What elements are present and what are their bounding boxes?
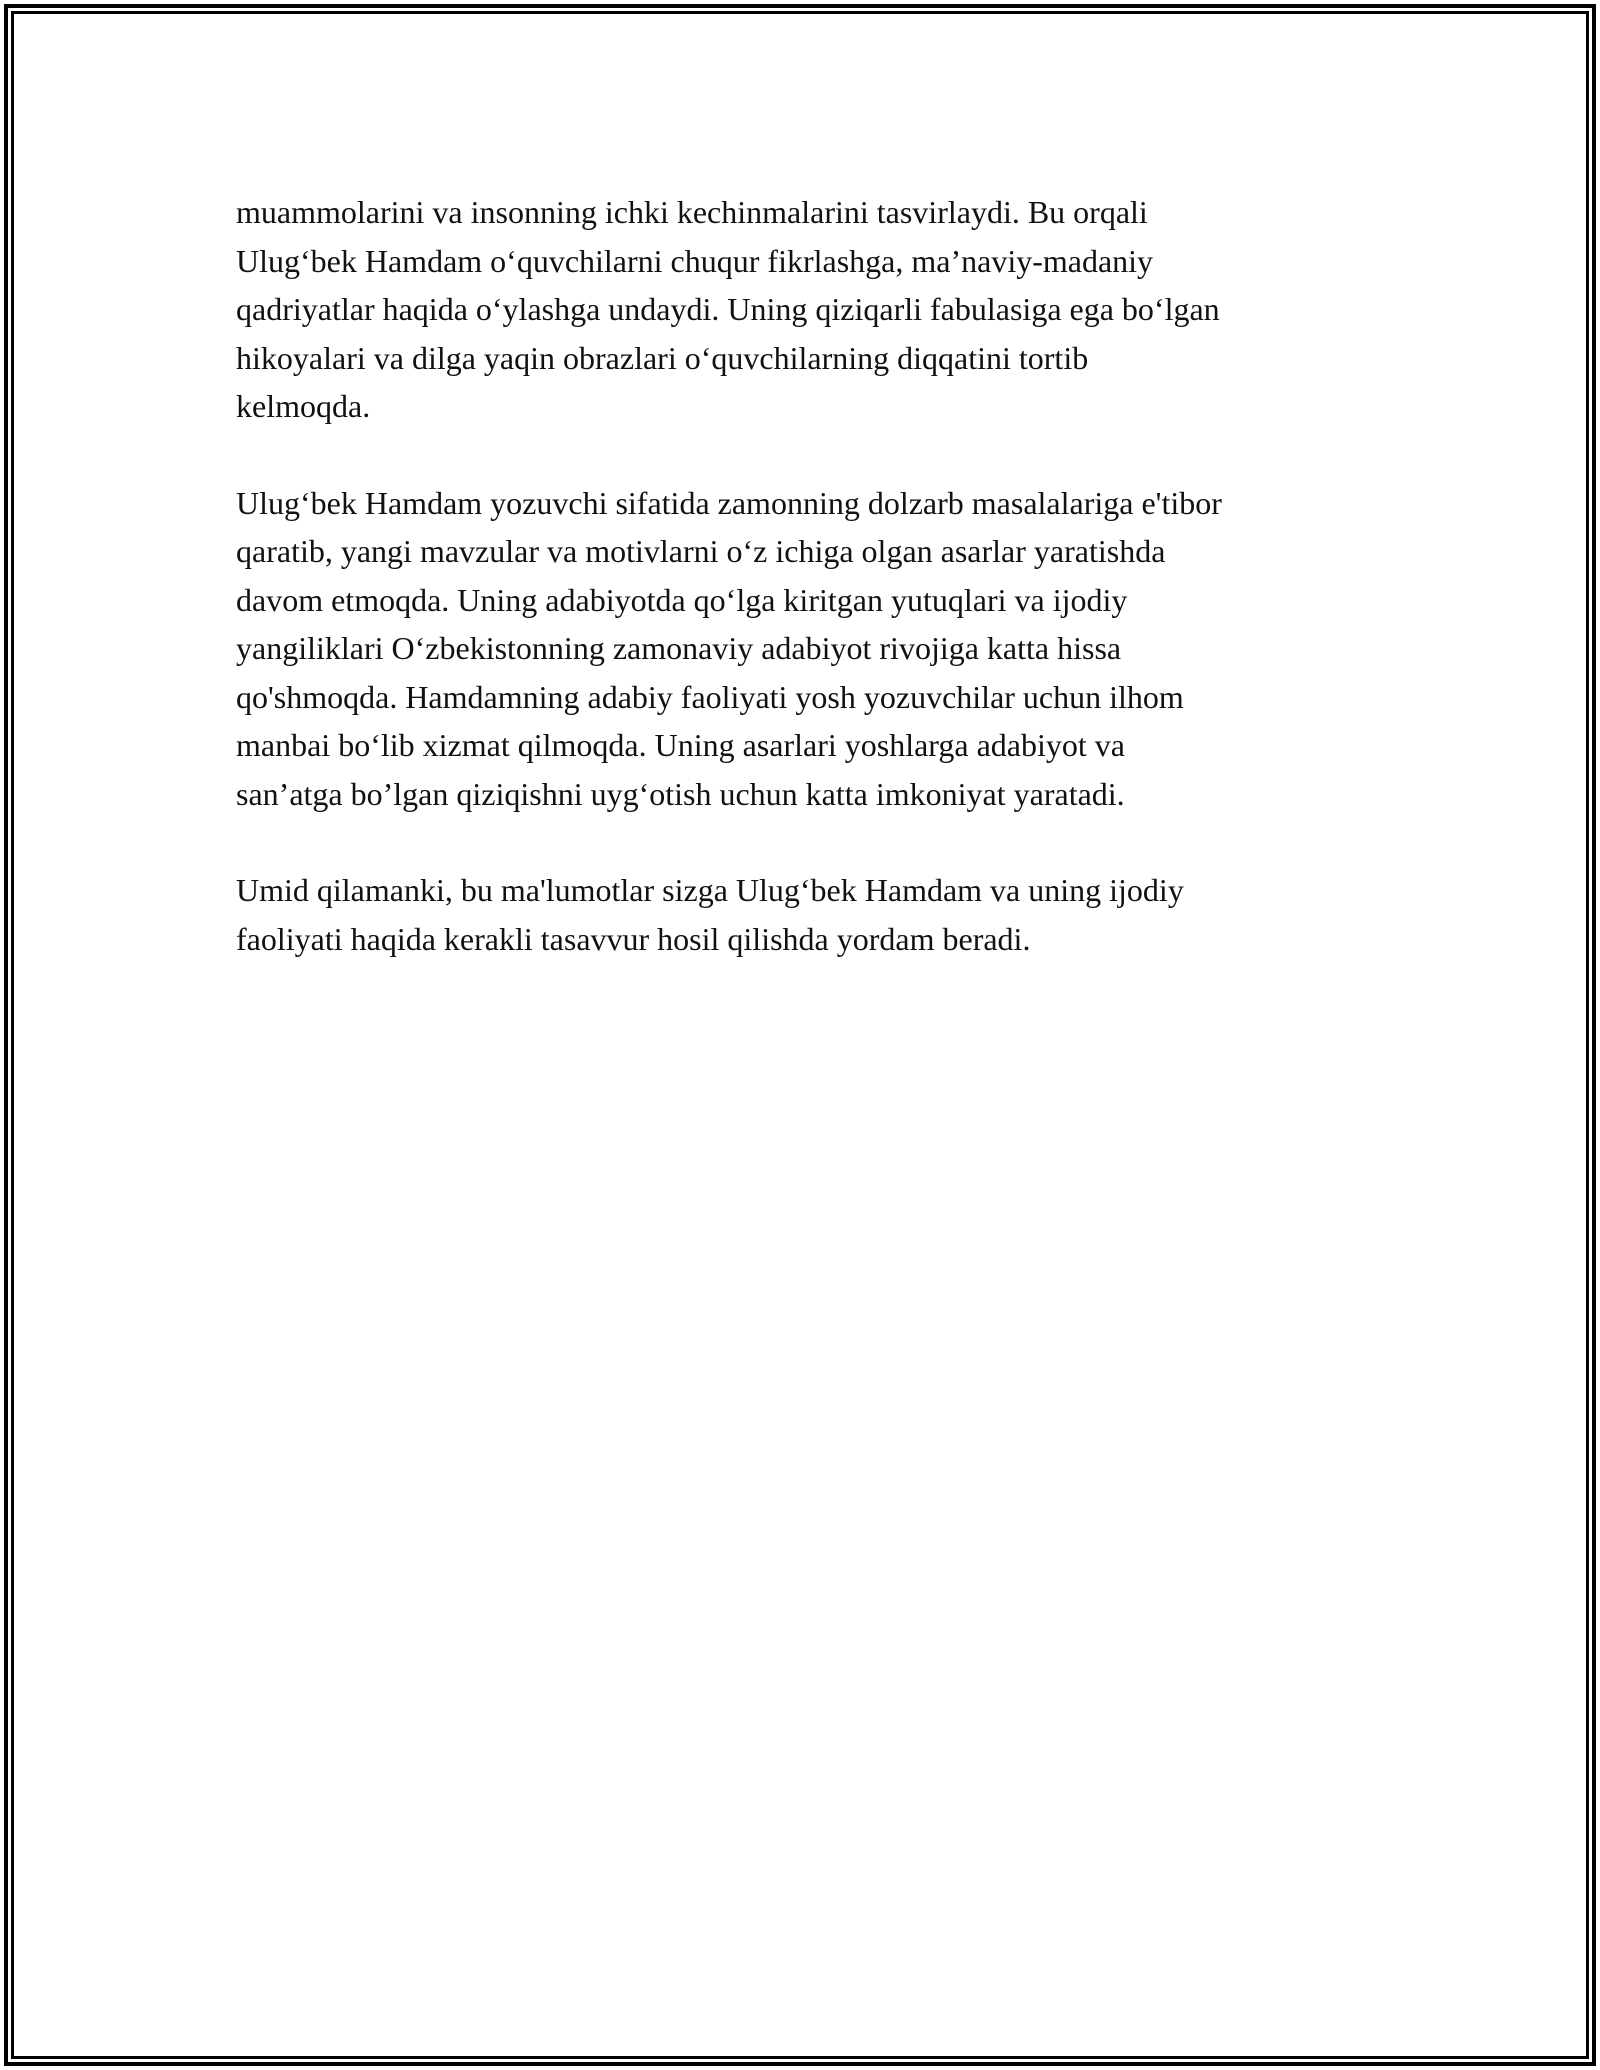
text-line: faoliyati haqida kerakli tasavvur hosil qilishda yordam beradi.: [236, 920, 1031, 957]
paragraph-2: [236, 479, 1376, 819]
text-line: Ulug‘bek Hamdam o‘quvchilarni chuqur fikrlashga, ma’naviy-madaniy: [236, 242, 1154, 279]
text-line: Ulug‘bek Hamdam yozuvchi sifatida zamonning dolzarb masalalariga e'tibor: [236, 484, 1222, 521]
text-line: qaratib, yangi mavzular va motivlarni o‘z ichiga olgan asarlar yaratishda: [236, 533, 1166, 569]
text-line: muammolarini va insonning ichki kechinmalarini tasvirlaydi. Bu orqali: [236, 194, 1148, 230]
text-line: davom etmoqda. Uning adabiyotda qo‘lga kiritgan yutuqlari va ijodiy: [236, 581, 1128, 618]
document-body: [236, 188, 1376, 1011]
text-line: yangiliklari O‘zbekistonning zamonaviy adabiyot rivojiga katta hissa: [236, 630, 1122, 666]
text-line: qadriyatlar haqida o‘ylashga undaydi. Uning qiziqarli fabulasiga ega bo‘lgan: [236, 291, 1220, 327]
text-line: qo'shmoqda. Hamdamning adabiy faoliyati yosh yozuvchilar uchun ilhom: [236, 678, 1184, 715]
text-line: Umid qilamanki, bu ma'lumotlar sizga Ulug‘bek Hamdam va uning ijodiy: [236, 872, 1184, 908]
text-line: san’atga bo’lgan qiziqishni uyg‘otish uchun katta imkoniyat yaratadi.: [236, 775, 1125, 812]
text-line: kelmoqda.: [236, 388, 371, 424]
text-line: hikoyalari va dilga yaqin obrazlari o‘quvchilarning diqqatini tortib: [236, 339, 1089, 376]
text-line: manbai bo‘lib xizmat qilmoqda. Uning asarlari yoshlarga adabiyot va: [236, 727, 1125, 763]
paragraph-1: [236, 188, 1376, 431]
paragraph-3: [236, 866, 1376, 963]
